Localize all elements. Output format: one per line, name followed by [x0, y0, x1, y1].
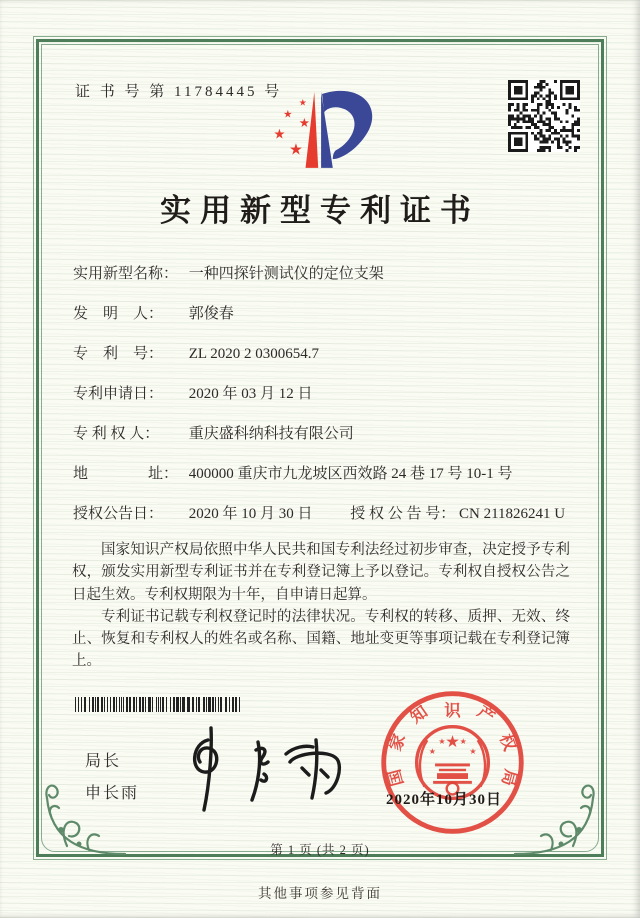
legal-paragraph-1: 国家知识产权局依照中华人民共和国专利法经过初步审查，决定授予专利权，颁发实用新型专利证书并在专利登记簿上予以登记。专利权自授权公告之日起生效。专利权期限为十年，自申请日起算。 — [72, 542, 570, 603]
logo-star-icon: ★ — [273, 126, 286, 142]
official-title-label: 局长 — [85, 753, 122, 770]
page-number: 第 1 页 (共 2 页) — [270, 843, 370, 857]
seal-char: 知 — [406, 701, 432, 727]
emblem-star-icon: ★ — [445, 732, 460, 751]
emblem-star-icon: ★ — [459, 737, 467, 747]
field-label: 授 权 公 告 号： — [350, 506, 456, 522]
seal-char: 局 — [497, 767, 521, 789]
certificate-title: 实用新型专利证书 — [160, 193, 480, 228]
certificate-fields — [73, 262, 573, 542]
signature-handwriting — [178, 720, 353, 818]
field-label: 实用新型名称： — [73, 266, 179, 282]
field-row-grant — [73, 502, 573, 527]
back-note: 其他事项参见背面 — [258, 886, 382, 901]
logo-star-icon: ★ — [298, 97, 307, 108]
seal-char: 识 — [444, 701, 461, 720]
field-label: 发 明 人： — [73, 306, 164, 322]
field-value: 重庆盛科纳科技有限公司 — [188, 426, 354, 442]
field-value: 400000 重庆市九龙坡区西效路 24 巷 17 号 10-1 号 — [188, 466, 513, 482]
legal-paragraph-2: 专利证书记载专利权登记时的法律状况。专利权的转移、质押、无效、终止、恢复和专利权人的姓名或名称、国籍、地址变更等事项记载在专利登记簿上。 — [72, 608, 570, 670]
qr-code — [508, 80, 580, 152]
seal-char: 权 — [496, 731, 520, 754]
field-value: 郭俊春 — [188, 306, 234, 322]
field-row-patentee — [73, 422, 573, 447]
official-seal — [375, 685, 530, 840]
field-label: 专利申请日： — [73, 386, 164, 402]
logo-star-icon: ★ — [298, 116, 311, 131]
legal-text — [72, 539, 570, 673]
field-label: 授权公告日： — [73, 506, 164, 522]
field-row-patent-no — [73, 342, 573, 367]
field-value: 2020 年 03 月 12 日 — [188, 386, 313, 402]
emblem-star-icon: ★ — [428, 746, 436, 756]
field-value: ZL 2020 2 0300654.7 — [188, 346, 320, 362]
field-row-address — [73, 462, 573, 487]
logo-star-icon: ★ — [288, 141, 303, 159]
seal-char: 产 — [473, 701, 499, 727]
field-row-filing-date — [73, 382, 573, 407]
cnipa-logo-icon — [252, 80, 398, 178]
logo-star-icon: ★ — [283, 108, 293, 121]
emblem-star-icon: ★ — [469, 746, 477, 756]
seal-char: 家 — [385, 731, 409, 754]
field-label: 专 利 号： — [73, 346, 164, 362]
field-label: 地 址： — [73, 466, 179, 482]
certificate-number: 证 书 号 第 11784445 号 — [75, 84, 283, 100]
field-value: 2020 年 10 月 30 日 — [188, 506, 313, 522]
seal-date: 2020年10月30日 — [386, 792, 503, 808]
seal-char: 国 — [384, 767, 408, 789]
field-value: CN 211826241 U — [459, 506, 566, 522]
official-name-label: 申长雨 — [85, 785, 140, 802]
emblem-star-icon: ★ — [438, 737, 446, 747]
field-row-inventor — [73, 302, 573, 327]
barcode — [75, 697, 240, 712]
field-label: 专 利 权 人： — [73, 426, 160, 442]
field-value: 一种四探针测试仪的定位支架 — [188, 266, 384, 282]
field-row-name — [73, 262, 573, 287]
